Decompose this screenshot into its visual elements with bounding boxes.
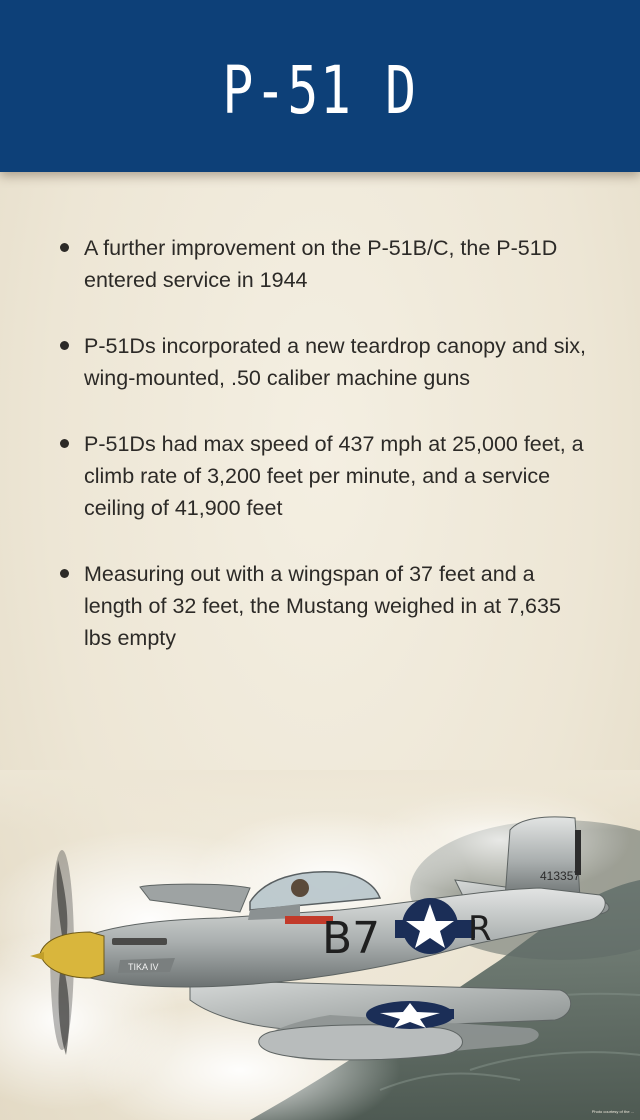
aircraft-photo (0, 770, 640, 1120)
fuselage-code-right: R (468, 909, 492, 949)
wing-insignia-icon (366, 1001, 454, 1029)
fact-item (58, 428, 588, 524)
fact-text: A further improvement on the P-51B/C, the P-51D entered service in 1944 (84, 236, 558, 292)
bullet-icon (60, 439, 69, 448)
fact-item (58, 558, 588, 654)
photo-credit: Photo courtesy of the ... (591, 1109, 634, 1114)
fact-text: P-51Ds incorporated a new teardrop canopy and six, wing-mounted, .50 caliber machine guns (84, 334, 586, 390)
fact-item (58, 330, 588, 394)
fact-text: P-51Ds had max speed of 437 mph at 25,000 feet, a climb rate of 3,200 feet per minute, and a service ceiling of 41,900 feet (84, 432, 584, 520)
nose-art: TIKA IV (128, 962, 159, 972)
page-title: P-51 D (222, 52, 418, 129)
fact-text: Measuring out with a wingspan of 37 feet and a length of 32 feet, the Mustang weighed in at 7,635 lbs empty (84, 562, 561, 650)
fact-item (58, 232, 588, 296)
tail-serial: 413357 (540, 869, 581, 883)
facts-list (58, 232, 588, 688)
bullet-icon (60, 341, 69, 350)
title-banner (0, 0, 640, 172)
fuselage-code-left: B7 (322, 913, 381, 964)
bullet-icon (60, 569, 69, 578)
bullet-icon (60, 243, 69, 252)
